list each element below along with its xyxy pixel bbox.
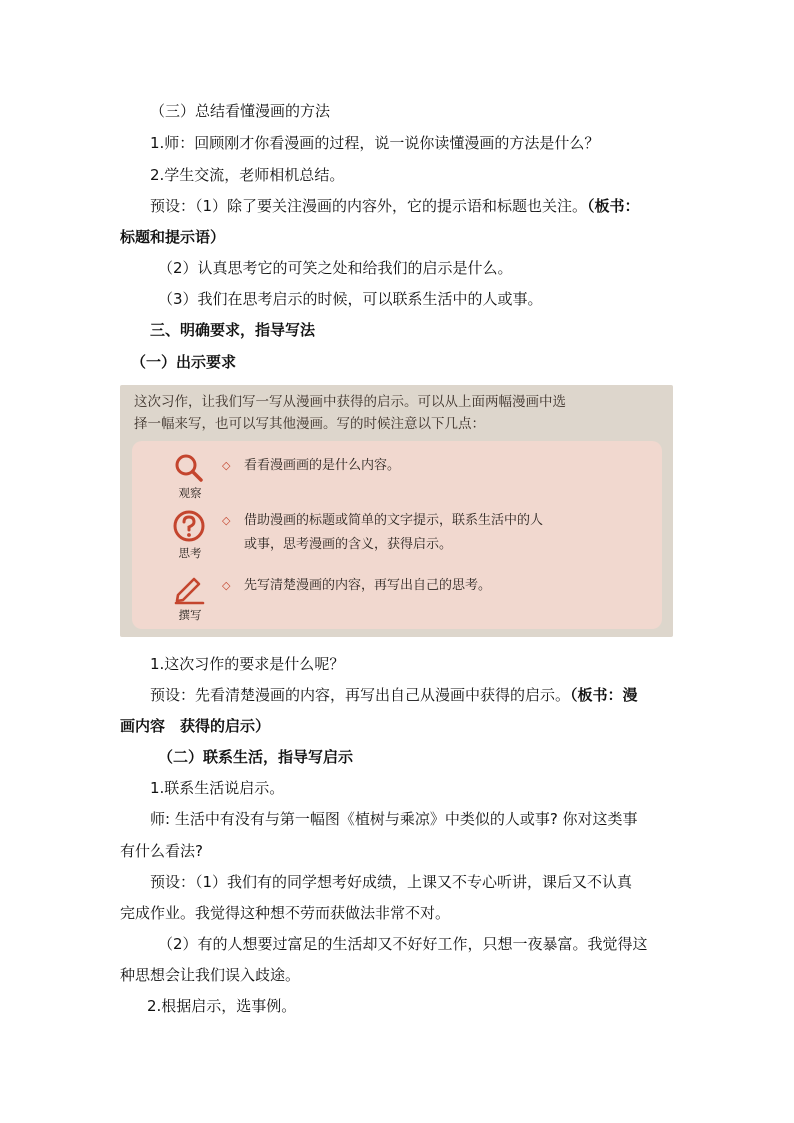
paragraph: 1.师：回顾刚才你看漫画的过程，说一说你读懂漫画的方法是什么？: [150, 134, 600, 152]
paragraph: 种思想会让我们误入歧途。: [120, 966, 301, 984]
diamond-bullet-icon: ◇: [222, 459, 231, 472]
pencil-icon: [172, 571, 206, 605]
section-heading: 三、明确要求，指导写法: [150, 321, 316, 339]
requirement-label: 撰写: [178, 608, 202, 622]
requirement-text: 看看漫画画的是什么内容。: [244, 458, 401, 473]
requirement-label: 观察: [178, 486, 202, 500]
paragraph: 2.根据启示，选事例。: [147, 997, 297, 1015]
textbook-excerpt-image: [120, 385, 673, 637]
paragraph: （2）认真思考它的可笑之处和给我们的启示是什么。: [158, 259, 513, 277]
magnifier-icon: [172, 451, 206, 485]
paragraph: 预设：（1）我们有的同学想考好成绩，上课又不专心听讲，课后又不认真: [150, 873, 633, 891]
board-note: 画内容 获得的启示）: [120, 717, 271, 735]
board-note: （板书：漫: [570, 686, 638, 704]
paragraph: 完成作业。我觉得这种想不劳而获做法非常不对。: [120, 904, 451, 922]
paragraph-text: 预设：（1）除了要关注漫画的内容外，它的提示语和标题也关注。: [150, 197, 588, 215]
diamond-bullet-icon: ◇: [222, 514, 231, 527]
paragraph-text: 预设：先看清楚漫画的内容，再写出自己从漫画中获得的启示。: [150, 686, 571, 704]
board-note: （板书：: [587, 197, 640, 215]
subheading: （二）联系生活，指导写启示: [158, 748, 354, 766]
board-note: 标题和提示语）: [120, 228, 226, 246]
textbook-intro: 这次习作，让我们写一写从漫画中获得的启示。可以从上面两幅漫画中选 择一幅来写，也可以写其他漫画。写的时候注意以下几点：: [134, 394, 566, 432]
requirement-text: 先写清楚漫画的内容，再写出自己的思考。: [244, 578, 492, 593]
subheading: （一）出示要求: [131, 353, 237, 371]
paragraph: （3）我们在思考启示的时候，可以联系生活中的人或事。: [158, 290, 543, 308]
diamond-bullet-icon: ◇: [222, 579, 231, 592]
paragraph: [150, 685, 638, 705]
requirement-label: 思考: [178, 546, 202, 560]
paragraph: [150, 196, 640, 216]
paragraph: 1.联系生活说启示。: [150, 779, 285, 797]
paragraph: 1.这次习作的要求是什么呢？: [150, 655, 345, 673]
paragraph: （2）有的人想要过富足的生活却又不好好工作，只想一夜暴富。我觉得这: [158, 935, 648, 953]
requirements-box: [132, 441, 662, 629]
paragraph: 有什么看法?: [120, 842, 203, 860]
requirement-text: 借助漫画的标题或简单的文字提示，联系生活中的人 或事，思考漫画的含义，获得启示。: [244, 513, 544, 552]
paragraph: 2.学生交流，老师相机总结。: [150, 166, 345, 184]
section-three-subheading: （三）总结看懂漫画的方法: [150, 102, 331, 120]
question-icon: [172, 509, 206, 543]
paragraph: 师: 生活中有没有与第一幅图《植树与乘凉》中类似的人或事? 你对这类事: [150, 810, 638, 828]
